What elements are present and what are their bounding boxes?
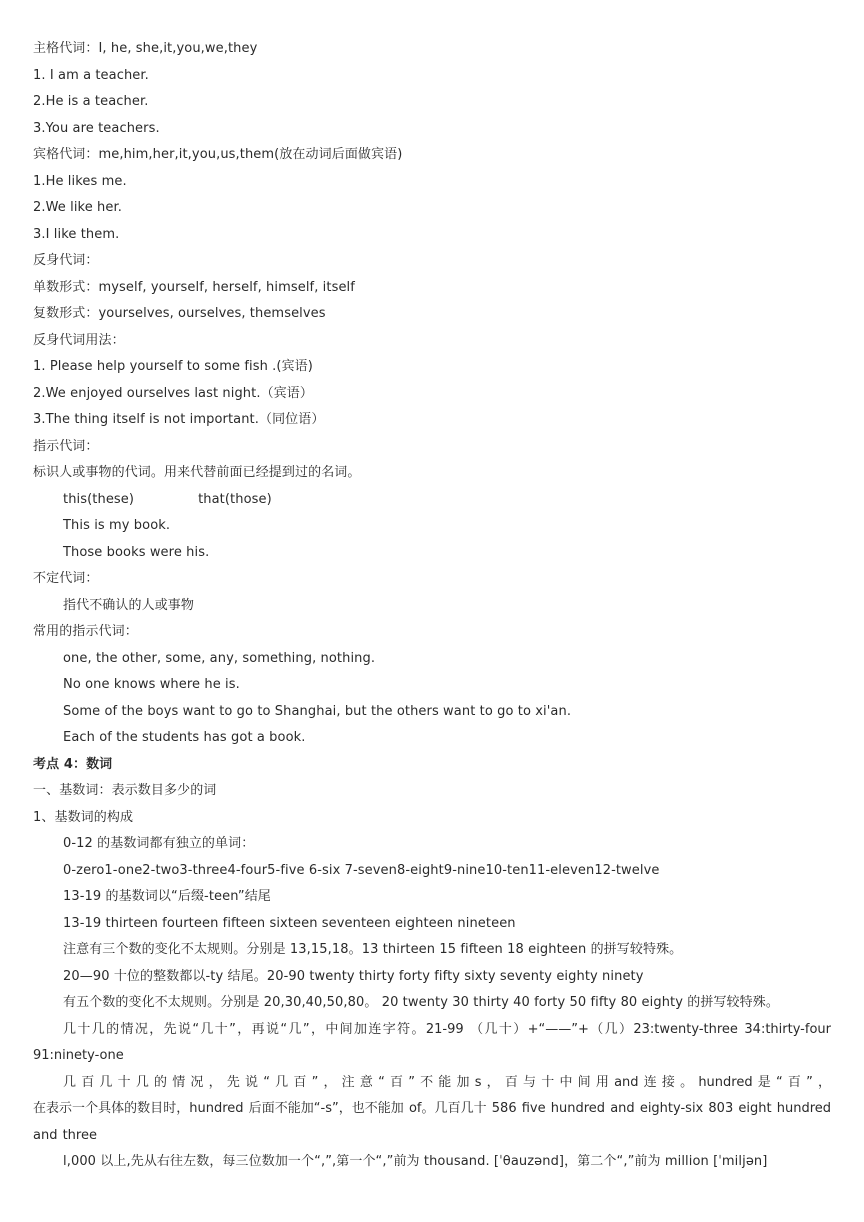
text-line: 标识人或事物的代词。用来代替前面已经提到过的名词。 [33,465,361,480]
text-line: Those books were his. [63,544,210,560]
text-line: 13-19 的基数词以“后缀-teen”结尾 [63,889,271,904]
text-line: 1、基数词的构成 [33,809,134,825]
text-line: 主格代词：I, he, she,it,you,we,they [33,41,258,56]
text-line: 1. I am a teacher. [33,67,149,83]
text-line: 3.You are teachers. [33,120,160,136]
text-line: 有五个数的变化不太规则。分别是 20,30,40,50,80。 20 twenty 30 thirty 40 forty 50 fifty 80 eighty 的拼写较特殊。 [63,995,779,1010]
text-line: 2.He is a teacher. [33,94,149,109]
text-line: 20—90 十位的整数都以-ty 结尾。20-90 twenty thirty forty fifty sixty seventy eighty ninety [63,968,644,984]
paragraph: 几 百 几 十 几 的 情 况 ， 先 说 “ 几 百 ” ， 注 意 “ 百 ” 不 能 加 s ， 百 与 十 中 间 用 and 连 接 。 hundred 是 “ 百 ” ，在表示一个具体的数目时，hundred 后面不能加“-s”，也不能加 of。几百几十 586 five hundred and eighty-six 803 eight hundred and three [33,1074,831,1143]
text-line: Each of the students has got a book. [63,730,306,745]
text-line: 3.The thing itself is not important.（同位语） [33,412,325,427]
section-heading: 反身代词用法： [33,332,125,348]
text-line: 一、基数词：表示数目多少的词 [33,783,217,798]
text-line: 指代不确认的人或事物 [63,597,195,613]
section-heading: 不定代词： [33,571,99,586]
text-line: 宾格代词：me,him,her,it,you,us,them(放在动词后面做宾语) [33,147,403,162]
text-line [33,487,831,514]
section-heading: 反身代词： [33,253,99,268]
text-line: 0-zero1-one2-two3-three4-four5-five 6-six 7-seven8-eight9-nine10-ten11-eleven12-twelve [63,862,660,878]
document-page [33,36,831,1176]
text-line: 2.We enjoyed ourselves last night.（宾语） [33,385,313,401]
paragraph: 几十几的情况，先说“几十”，再说“几”，中间加连字符。21-99 （几十）+“——”+（几）23:twenty-three 34:thirty-four 91:ninety-one [33,1021,831,1063]
section-heading: 常用的指示代词： [33,624,138,639]
text-line: Some of the boys want to go to Shanghai, but the others want to go to xi'an. [63,703,572,719]
text-span: this(these) [63,491,135,507]
text-line: 1.He likes me. [33,173,127,189]
text-line: 3.I like them. [33,226,120,242]
section-title: 考点 4：数词 [33,756,113,772]
text-line: 2.We like her. [33,200,122,215]
text-line: 0-12 的基数词都有独立的单词： [63,836,255,851]
text-line: This is my book. [63,518,171,533]
text-line: 注意有三个数的变化不太规则。分别是 13,15,18。13 thirteen 15 fifteen 18 eighteen 的拼写较特殊。 [63,942,683,957]
text-line: No one knows where he is. [63,677,240,692]
text-line: 13-19 thirteen fourteen fifteen sixteen seventeen eighteen nineteen [63,915,516,931]
text-line: 1. Please help yourself to some fish .(宾语) [33,359,313,374]
text-line: l,000 以上,先从右往左数，每三位数加一个“,”,第一个“,”前为 thousand. [ˈθauzənd]，第二个“,”前为 million [ˈmiljən] [63,1154,768,1169]
text-line: 复数形式：yourselves, ourselves, themselves [33,306,326,321]
text-span: that(those) [198,491,272,507]
section-heading: 指示代词： [33,438,99,454]
text-line: one, the other, some, any, something, nothing. [63,650,376,666]
text-line: 单数形式：myself, yourself, herself, himself, itself [33,279,355,295]
